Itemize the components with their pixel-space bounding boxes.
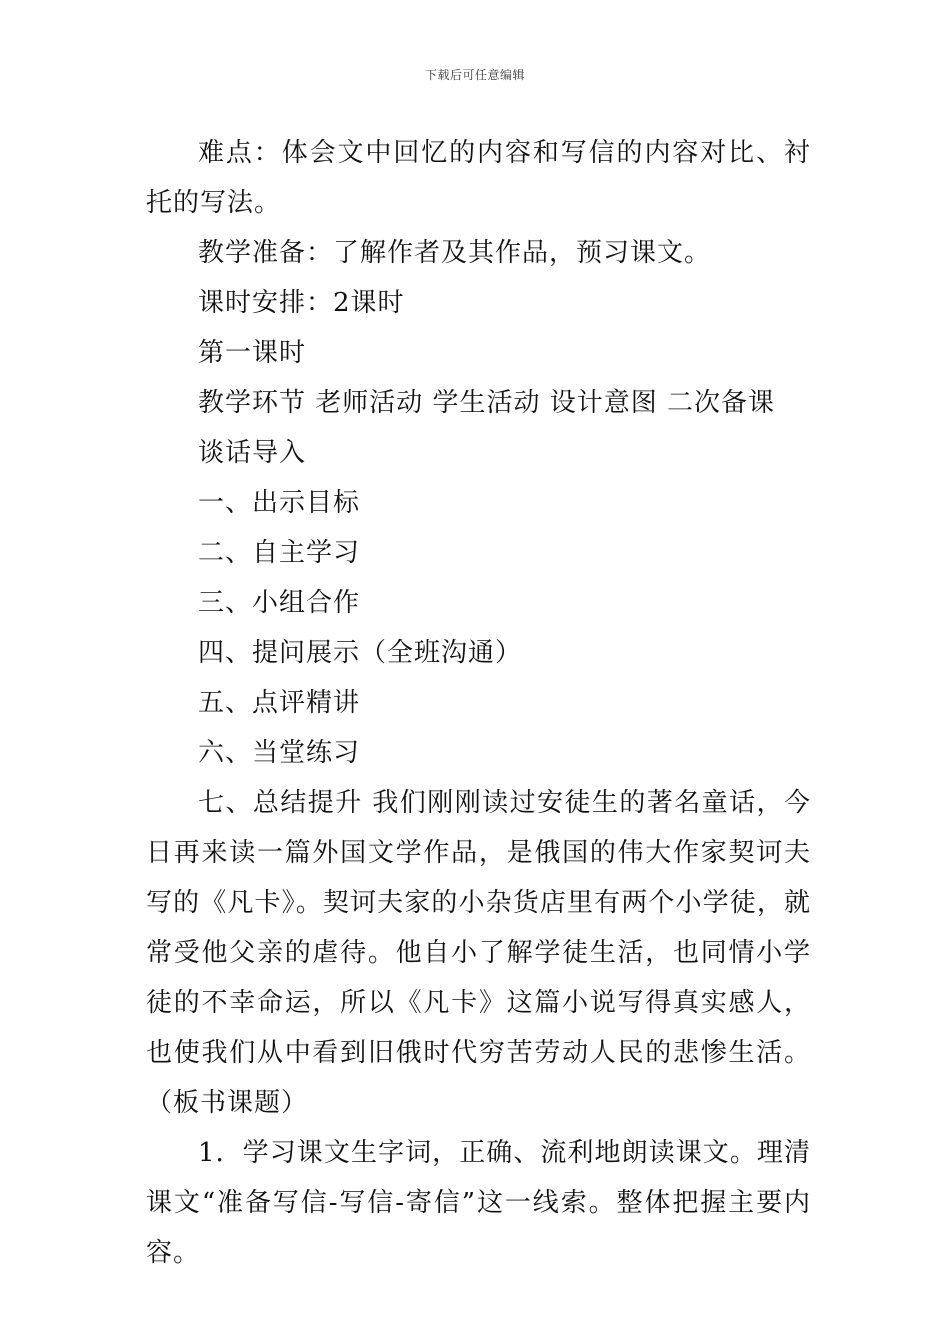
paragraph-intro-talk: 谈话导入: [198, 438, 307, 468]
paragraph-step-3: 三、小组合作: [198, 588, 361, 618]
paragraph-step-5: 五、点评精讲: [198, 688, 361, 718]
paragraph-task-1: 1．学习课文生字词，正确、流利地朗读课文。理清课文“准备写信-写信-寄信”这一线索。整体把握主要内容。: [146, 1138, 811, 1268]
paragraph-step-1: 一、出示目标: [198, 488, 361, 518]
document-body: [146, 128, 811, 1278]
paragraph-difficulty: 难点：体会文中回忆的内容和写信的内容对比、衬托的写法。: [146, 138, 811, 218]
paragraph-step-2: 二、自主学习: [198, 538, 361, 568]
paragraph-step-4: 四、提问展示（全班沟通）: [198, 638, 523, 668]
paragraph-schedule: 课时安排：2课时: [198, 288, 405, 318]
paragraph-preparation: 教学准备：了解作者及其作品，预习课文。: [198, 238, 712, 268]
paragraph-step-7: 七、总结提升 我们刚刚读过安徒生的著名童话，今日再来读一篇外国文学作品，是俄国的伟大作家契诃夫写的《凡卡》。契诃夫家的小杂货店里有两个小学徒，就常受他父亲的虐待。他自小了解学徒生活，也同情小学徒的不幸命运，所以《凡卡》这篇小说写得真实感人，也使我们从中看到旧俄时代穷苦劳动人民的悲惨生活。（板书课题）: [146, 788, 811, 1118]
paragraph-first-lesson: 第一课时: [198, 338, 307, 368]
paragraph-step-6: 六、当堂练习: [198, 738, 361, 768]
paragraph-table-header: 教学环节 老师活动 学生活动 设计意图 二次备课: [198, 388, 776, 418]
page-header: 下载后可任意编辑: [424, 68, 525, 82]
